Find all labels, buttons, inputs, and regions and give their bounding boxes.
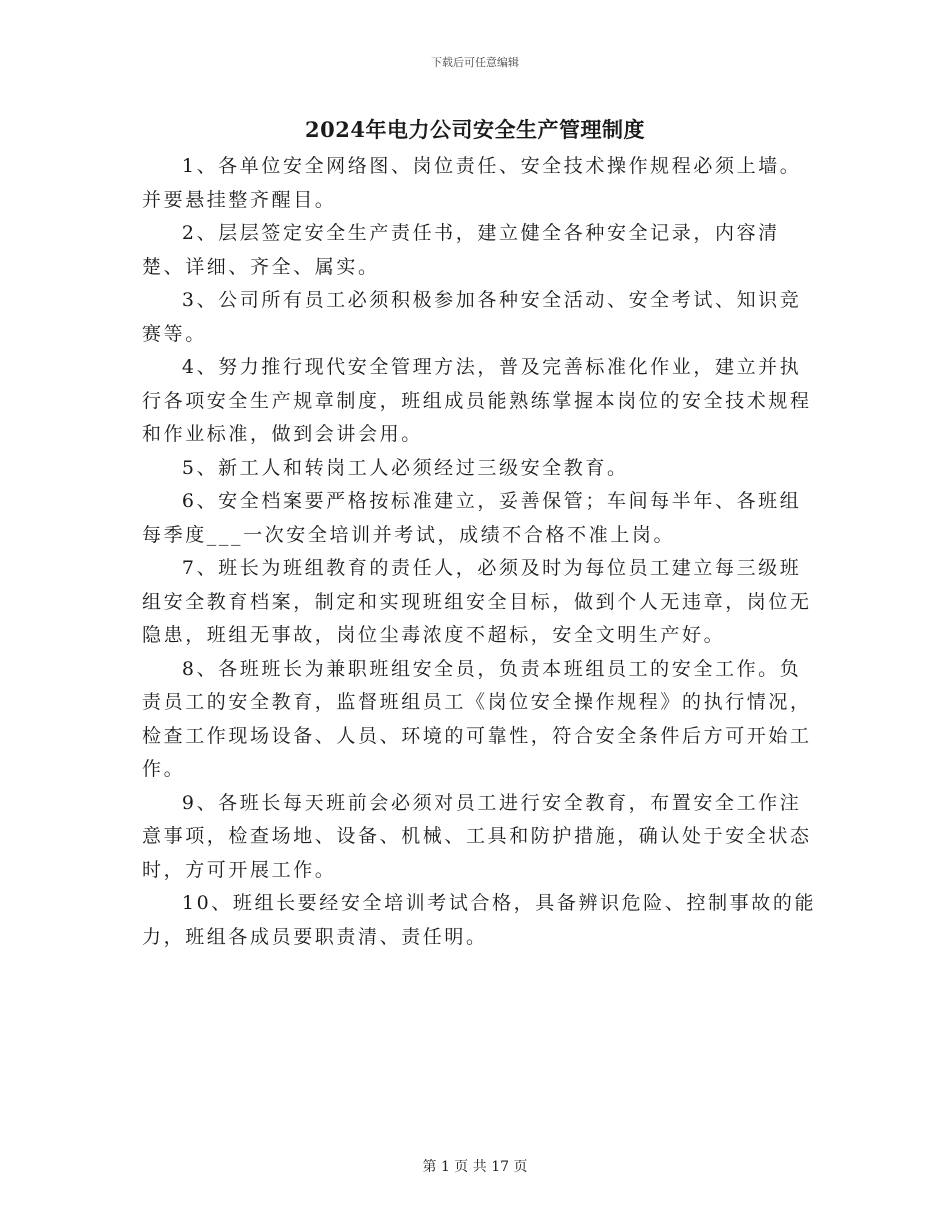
paragraph-1: 1、各单位安全网络图、岗位责任、安全技术操作规程必须上墙。并要悬挂整齐醒目。: [142, 155, 802, 211]
document-body: [142, 150, 822, 954]
paragraph-4: 4、努力推行现代安全管理方法，普及完善标准化作业，建立并执行各项安全生产规章制度，班组成员能熟练掌握本岗位的安全技术规程和作业标准，做到会讲会用。: [142, 356, 812, 445]
paragraph-7: 7、班长为班组教育的责任人，必须及时为每位员工建立每三级班组安全教育档案，制定和实现班组安全目标，做到个人无违章，岗位无隐患，班组无事故，岗位尘毒浓度不超标，安全文明生产好。: [142, 557, 812, 646]
paragraph-9: 9、各班长每天班前会必须对员工进行安全教育，布置安全工作注意事项，检查场地、设备、机械、工具和防护措施，确认处于安全状态时，方可开展工作。: [142, 791, 812, 881]
paragraph-3: 3、公司所有员工必须积极参加各种安全活动、安全考试、知识竞赛等。: [142, 289, 802, 345]
paragraph-10: 10、班组长要经安全培训考试合格，具备辨识危险、控制事故的能力，班组各成员要职责清、责任明。: [142, 892, 817, 948]
document-title: 2024年电力公司安全生产管理制度: [305, 117, 645, 142]
header-note: 下载后可任意编辑: [431, 56, 519, 69]
paragraph-2: 2、层层签定安全生产责任书，建立健全各种安全记录，内容清楚、详细、齐全、属实。: [142, 222, 780, 278]
paragraph-6: 6、安全档案要严格按标准建立，妥善保管；车间每半年、各班组每季度___一次安全培训并考试，成绩不合格不准上岗。: [142, 490, 802, 546]
paragraph-5: 5、新工人和转岗工人必须经过三级安全教育。: [181, 456, 629, 479]
page-footer: 第 1 页 共 17 页: [422, 1159, 528, 1175]
paragraph-8: 8、各班班长为兼职班组安全员，负责本班组员工的安全工作。负责员工的安全教育，监督班组员工《岗位安全操作规程》的执行情况，检查工作现场设备、人员、环境的可靠性，符合安全条件后方可开始工作。: [142, 657, 812, 780]
